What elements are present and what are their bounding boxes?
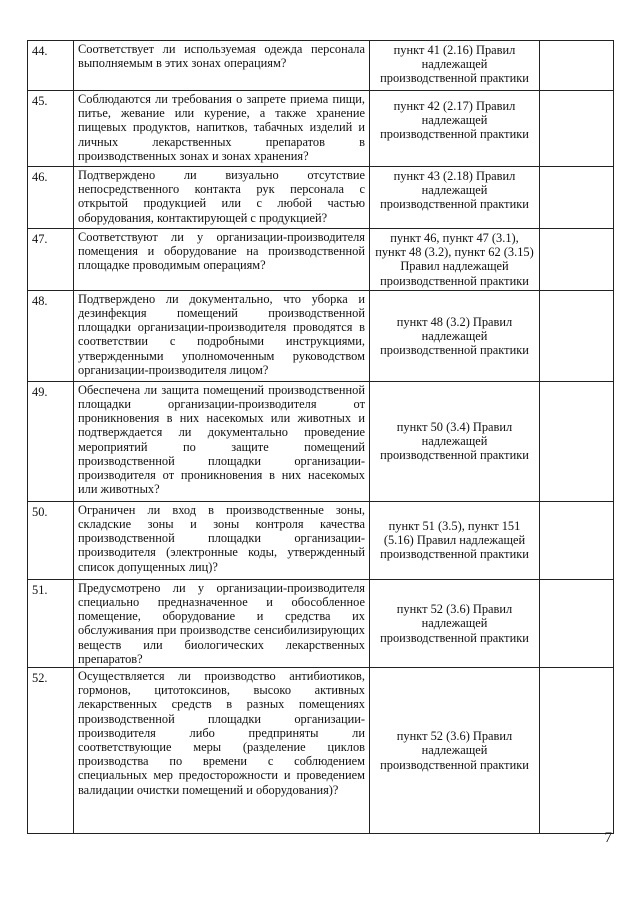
reference-text: пункт 50 (3.4) Правил надлежащей производственной практики [370,381,540,501]
question-text: Соответствуют ли у организации-производителя помещения и оборудование на производственной площадке проводимым операциям? [74,229,370,291]
table-row [28,668,614,834]
reference-text: пункт 52 (3.6) Правил надлежащей производственной практики [370,668,540,834]
empty-cell [540,668,614,834]
question-text: Подтверждено ли визуально отсутствие непосредственного контакта рук персонала с открытой продукцией или с любой частью оборудования, контактирующей с продукцией? [74,167,370,229]
reference-text: пункт 46, пункт 47 (3.1), пункт 48 (3.2), пункт 62 (3.15) Правил надлежащей производственной практики [370,229,540,291]
table-row [28,167,614,229]
reference-text: пункт 43 (2.18) Правил надлежащей производственной практики [370,167,540,229]
empty-cell [540,41,614,91]
question-text: Предусмотрено ли у организации-производителя специально предназначенное и обособленное помещение, оборудование и средства их обслуживания при производстве сенсибилизирующих веществ или биологических лекарственных препаратов? [74,579,370,667]
row-number: 46. [28,167,74,229]
reference-text: пункт 52 (3.6) Правил надлежащей производственной практики [370,579,540,667]
row-number: 49. [28,381,74,501]
table-row [28,91,614,167]
question-text: Осуществляется ли производство антибиотиков, гормонов, цитотоксинов, высоко активных лекарственных средств в разных помещениях производственной площадки организации-производителя либо предприняты ли соответствующие меры (разделение циклов производства по времени с соблюдением специальных мер предосторожности и проведением валидации очистки помещений и оборудования)? [74,668,370,834]
checklist-table [27,40,614,834]
question-text: Подтверждено ли документально, что уборка и дезинфекция помещений производственной площадки организации-производителя проводятся в соответствии с подробными инструкциями, утвержденными уполномоченным руководством организации-производителя лицом? [74,290,370,381]
row-number: 50. [28,501,74,579]
row-number: 47. [28,229,74,291]
question-text: Соблюдаются ли требования о запрете приема пищи, питье, жевание или курение, а также хранение пищевых продуктов, напитков, табачных изделий и личных лекарственных препаратов в производственных зонах и зонах хранения? [74,91,370,167]
empty-cell [540,290,614,381]
question-text: Ограничен ли вход в производственные зоны, складские зоны и зоны контроля качества производственной площадки организации-производителя (электронные коды, утвержденный список допущенных лиц)? [74,501,370,579]
reference-text: пункт 51 (3.5), пункт 151 (5.16) Правил надлежащей производственной практики [370,501,540,579]
table-row [28,290,614,381]
row-number: 52. [28,668,74,834]
question-text: Соответствует ли используемая одежда персонала выполняемым в этих зонах операциям? [74,41,370,91]
page-number: 7 [604,830,612,846]
reference-text: пункт 42 (2.17) Правил надлежащей производственной практики [370,91,540,167]
question-text: Обеспечена ли защита помещений производственной площадки организации-производителя от проникновения в них насекомых или животных и подтверждается ли документально проведение мероприятий по защите помещений производственной площадки организации-производителя от проникновения в них насекомых или животных? [74,381,370,501]
table-row [28,229,614,291]
empty-cell [540,501,614,579]
table-row [28,381,614,501]
table-row [28,41,614,91]
row-number: 48. [28,290,74,381]
reference-text: пункт 41 (2.16) Правил надлежащей производственной практики [370,41,540,91]
table-row [28,501,614,579]
empty-cell [540,167,614,229]
empty-cell [540,381,614,501]
row-number: 51. [28,579,74,667]
empty-cell [540,579,614,667]
row-number: 45. [28,91,74,167]
row-number: 44. [28,41,74,91]
table-row [28,579,614,667]
empty-cell [540,229,614,291]
empty-cell [540,91,614,167]
reference-text: пункт 48 (3.2) Правил надлежащей производственной практики [370,290,540,381]
